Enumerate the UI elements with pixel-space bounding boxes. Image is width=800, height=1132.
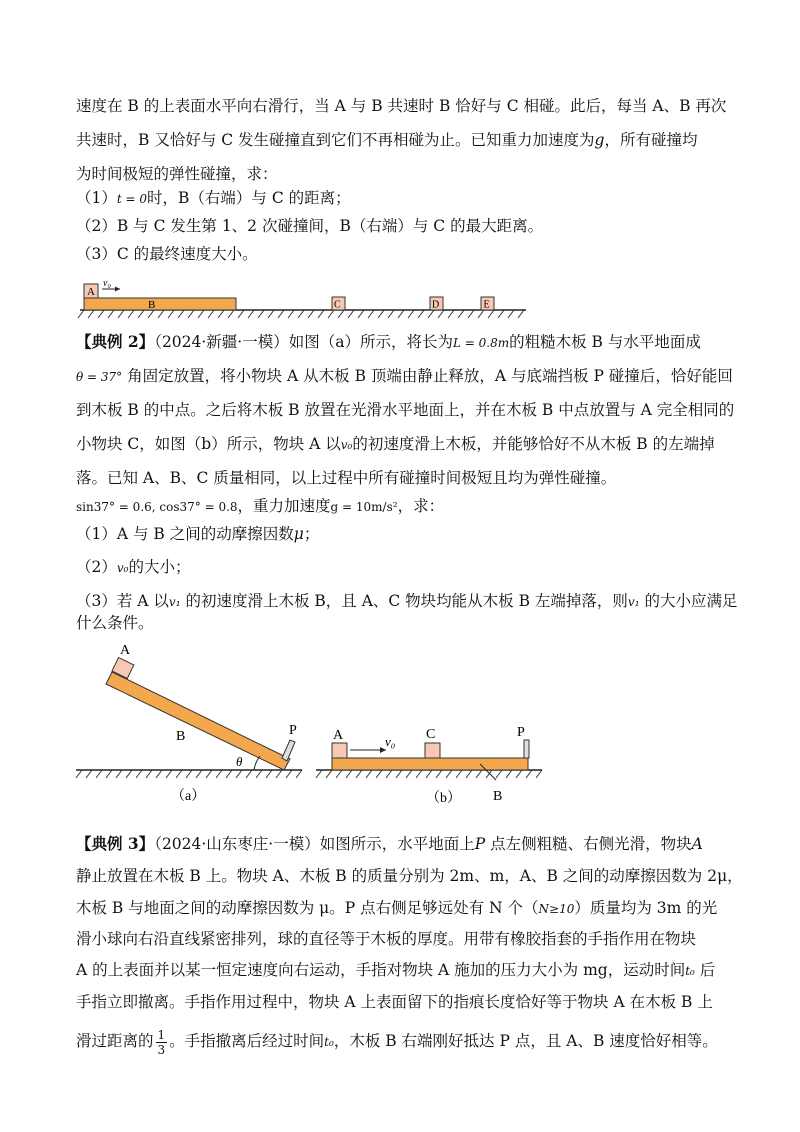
- example-3-line: 木板 B 与地面之间的动摩擦因数为 μ。P 点右侧足够远处有 N 个（N≥10）质量均为 3m 的光: [76, 899, 718, 917]
- example-2-line: 落。已知 A、B、C 质量相同，以上过程中所有碰撞时间极短且均为弹性碰撞。: [76, 469, 617, 487]
- example-3-line: 静止放置在木板 B 上。物块 A、木板 B 的质量分别为 2m、m，A、B 之间的动摩擦因数为 2μ，: [76, 867, 743, 885]
- figure-a-incline: [76, 642, 316, 802]
- figure-b-horizontal: [316, 642, 556, 822]
- label-c: C: [334, 299, 341, 311]
- example-3-tag: 【典例 3】: [76, 834, 155, 853]
- label-a: A: [120, 643, 131, 658]
- label-b: B: [176, 729, 186, 744]
- board-b: [332, 758, 528, 770]
- example-2-tag: 【典例 2】: [76, 332, 155, 351]
- label-p: P: [289, 723, 297, 738]
- example-3-line: 滑小球向右沿直线紧密排列，球的直径等于木板的厚度。用带有橡胶指套的手指作用在物块: [76, 930, 697, 948]
- example-2-line: θ = 37° 角固定放置，将小物块 A 从木板 B 顶端由静止释放，A 与底端挡板 P 碰撞后，恰好能回: [76, 367, 733, 385]
- question-1: （1）t = 0时，B（右端）与 C 的距离；: [76, 189, 351, 207]
- example-2-q2: （2）v₀的大小；: [76, 558, 191, 576]
- caption-b: （b）: [426, 791, 461, 806]
- example-2-q1: （1）A 与 B 之间的动摩擦因数μ；: [76, 525, 320, 543]
- angle-theta: θ: [236, 754, 243, 769]
- block-c: [425, 743, 440, 758]
- block-a: [332, 743, 347, 758]
- inclined-board-b: [106, 672, 290, 770]
- stopper-p: [524, 740, 529, 758]
- example-2-line: sin37° = 0.6, cos37° = 0.8，重力加速度g = 10m/s²，求：: [76, 497, 445, 515]
- label-c: C: [426, 727, 436, 742]
- example-2-line: 小物块 C，如图（b）所示，物块 A 以v₀的初速度滑上木板，并能够恰好不从木板 B 的左端掉: [76, 435, 715, 453]
- v0-label: v₀: [103, 278, 111, 289]
- example-2-line: 【典例 2】（2024·新疆·一模）如图（a）所示，将长为L = 0.8m的粗糙木板 B 与水平地面成: [76, 332, 701, 351]
- example-2-line: 到木板 B 的中点。之后将木板 B 放置在光滑水平地面上，并在木板 B 中点放置与 A 完全相同的: [76, 401, 735, 419]
- example-3-line: A 的上表面并以某一恒定速度向右运动，手指对物块 A 施加的压力大小为 mg，运动时间t₀ 后: [76, 961, 716, 979]
- question-2: （2）B 与 C 发生第 1、2 次碰撞间，B（右端）与 C 的最大距离。: [76, 217, 544, 235]
- board-b: [84, 298, 236, 310]
- text-line: 共速时，B 又恰好与 C 发生碰撞直到它们不再相碰为止。已知重力加速度为g，所有碰撞均: [76, 131, 698, 149]
- figure-1-blocks: [0, 270, 800, 320]
- example-2-q3-cont: 什么条件。: [76, 614, 154, 632]
- text-line: 速度在 B 的上表面水平向右滑行，当 A 与 B 共速时 B 恰好与 C 相碰。此后，每当 A、B 再次: [76, 97, 727, 115]
- v0-label: v₀: [385, 734, 396, 749]
- label-b: B: [493, 789, 503, 804]
- caption-a: （a）: [171, 789, 206, 804]
- example-3-line: 滑过距离的 $\frac{1}{3}$ 。手指撤离后经过时间t₀，木板 B 右端刚好抵达 P 点，且 A、B 速度恰好相等。: [76, 1027, 718, 1057]
- example-3-line: 手指立即撤离。手指作用过程中，物块 A 上表面留下的指痕长度恰好等于物块 A 在木板 B 上: [76, 993, 713, 1011]
- example-3-line: 【典例 3】（2024·山东枣庄·一模）如图所示，水平地面上P 点左侧粗糙、右侧光滑，物块A: [76, 834, 703, 853]
- example-2-q3: （3）若 A 以v₁ 的初速度滑上木板 B，且 A、C 物块均能从木板 B 左端掉落，则v₁ 的大小应满足: [76, 592, 738, 610]
- label-p: P: [517, 725, 525, 740]
- fraction-one-third: $\frac{1}{3}$: [157, 1027, 166, 1057]
- question-3: （3）C 的最终速度大小。: [76, 245, 258, 263]
- label-a: A: [333, 728, 344, 743]
- label-e: E: [483, 299, 490, 311]
- stopper-p: [282, 740, 295, 761]
- label-a: A: [87, 286, 95, 298]
- text-line: 为时间极短的弹性碰撞，求：: [76, 165, 278, 183]
- label-b: B: [148, 299, 156, 311]
- label-d: D: [432, 299, 440, 311]
